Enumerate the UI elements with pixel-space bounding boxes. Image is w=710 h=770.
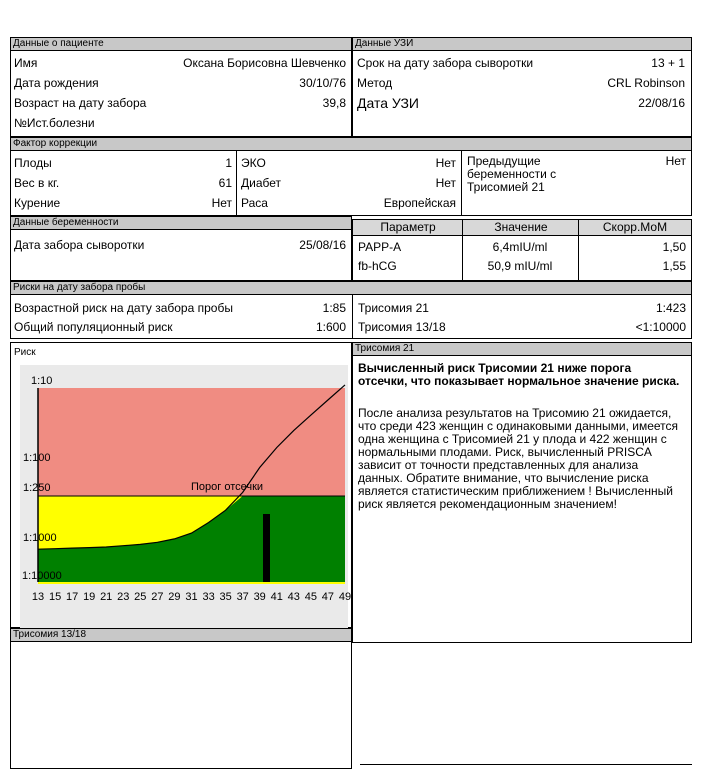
- t21-panel-header: Трисомия 21: [352, 342, 692, 356]
- smoking-row: [14, 194, 232, 212]
- col-mom: Скорр.МоМ: [602, 220, 668, 234]
- weight-label: Вес в кг.: [14, 176, 60, 190]
- signature-line: [360, 764, 692, 765]
- x-tick-label: 41: [270, 591, 283, 603]
- diabetes-value: Нет: [435, 176, 456, 190]
- age-risk-label: Возрастной риск на дату забора пробы: [14, 301, 233, 315]
- x-tick-label: 37: [236, 591, 249, 603]
- us-date-label: Дата УЗИ: [357, 95, 419, 111]
- x-tick-label: 43: [287, 591, 300, 603]
- y-tick-label: 1:10: [31, 375, 53, 387]
- prev-label: Предыдущие беременности с Трисомией 21: [467, 154, 557, 194]
- pop-risk-row: [14, 318, 346, 336]
- marker-mom: 1,50: [662, 240, 686, 254]
- ga-value: 13 + 1: [651, 56, 685, 70]
- x-tick-label: 27: [151, 591, 164, 603]
- t21-explanation: После анализа результатов на Трисомию 21 ожидается, что среди 423 женщин с одинаковыми данными, имеется одна женщина с Трисомией 21 у плода и 422 женщин с нормальными плодами. Риск, вычисленный PRISCA зависит от точности представленных для анализа данных. Обратите внимание, что вычисление риска является статистическим приближением ! Вычисленный риск является рекомендационным значением!: [358, 406, 678, 511]
- history-label: №Ист.болезни: [14, 116, 95, 130]
- t13-risk-row: [358, 318, 686, 336]
- pop-risk-label: Общий популяционный риск: [14, 320, 173, 334]
- risk-chart: [10, 342, 352, 628]
- ga-row: [357, 54, 685, 72]
- us-date-row: [357, 94, 685, 112]
- y-tick-label: 1:10000: [22, 570, 62, 582]
- x-tick-label: 35: [219, 591, 232, 603]
- us-date-value: 22/08/16: [638, 96, 685, 110]
- x-tick-label: 31: [185, 591, 198, 603]
- pregnancy-header: Данные беременности: [10, 216, 352, 230]
- method-label: Метод: [357, 76, 393, 90]
- sample-date-value: 25/08/16: [299, 238, 346, 252]
- marker-value: 6,4mIU/ml: [492, 240, 548, 254]
- cutoff-label: Порог отсечки: [191, 481, 264, 493]
- risks-header: Риски на дату забора пробы: [10, 281, 692, 295]
- age-risk-value: 1:85: [322, 301, 346, 315]
- name-label: Имя: [14, 56, 38, 70]
- x-tick-label: 39: [253, 591, 266, 603]
- ivf-label: ЭКО: [241, 156, 266, 170]
- weight-value: 61: [218, 176, 232, 190]
- high-risk-band: [38, 388, 345, 496]
- t21-conclusion: Вычисленный риск Трисомии 21 ниже порога отсечки, что показывает нормальное значение риска.: [358, 361, 680, 388]
- ivf-value: Нет: [435, 156, 456, 170]
- x-tick-label: 19: [83, 591, 96, 603]
- sample-date-row: [14, 236, 346, 254]
- x-tick-label: 49: [338, 591, 352, 603]
- fetuses-label: Плоды: [14, 156, 52, 170]
- patient-dob-row: [14, 74, 346, 92]
- age-risk-row: [14, 299, 346, 317]
- marker-row: [358, 257, 686, 275]
- race-value: Европейская: [383, 196, 456, 210]
- marker-mom: 1,55: [662, 259, 686, 273]
- weight-row: [14, 174, 232, 192]
- t21-risk-label: Трисомия 21: [358, 301, 429, 315]
- name-value: Оксана Борисовна Шевченко: [183, 56, 346, 70]
- race-label: Раса: [241, 196, 268, 210]
- marker-param: fb-hCG: [358, 259, 397, 273]
- fetuses-row: [14, 154, 232, 172]
- t13-risk-label: Трисомия 13/18: [358, 320, 446, 334]
- t21-risk-value: 1:423: [655, 301, 686, 315]
- chart-panel-title: Риск: [14, 347, 36, 358]
- markers-header-row: [353, 220, 691, 236]
- t13-panel: [10, 641, 352, 769]
- ivf-row: [241, 154, 456, 172]
- y-tick-label: 1:100: [23, 452, 51, 464]
- x-tick-label: 23: [117, 591, 130, 603]
- ga-label: Срок на дату забора сыворотки: [357, 56, 534, 70]
- ultrasound-header: Данные УЗИ: [352, 37, 692, 51]
- patient-risk-marker: [263, 514, 270, 582]
- marker-param: PAPP-A: [358, 240, 402, 254]
- age-value: 39,8: [322, 96, 346, 110]
- method-value: CRL Robinson: [607, 76, 685, 90]
- col-value: Значение: [494, 220, 548, 234]
- patient-history-row: [14, 114, 346, 132]
- x-tick-label: 45: [304, 591, 318, 603]
- x-tick-label: 25: [134, 591, 147, 603]
- smoking-value: Нет: [211, 196, 232, 210]
- fetuses-value: 1: [225, 156, 232, 170]
- dob-value: 30/10/76: [299, 76, 346, 90]
- marker-value: 50,9 mIU/ml: [487, 259, 553, 273]
- y-tick-label: 1:250: [23, 482, 51, 494]
- smoking-label: Курение: [14, 196, 61, 210]
- x-tick-label: 47: [321, 591, 335, 603]
- x-tick-label: 33: [202, 591, 215, 603]
- age-label: Возраст на дату забора: [14, 96, 147, 110]
- marker-row: [358, 238, 686, 256]
- x-tick-label: 21: [100, 591, 113, 603]
- col-param: Параметр: [380, 220, 436, 234]
- race-row: [241, 194, 456, 212]
- t21-risk-row: [358, 299, 686, 317]
- x-tick-label: 29: [168, 591, 181, 603]
- patient-name-row: [14, 54, 346, 72]
- patient-header: Данные о пациенте: [10, 37, 352, 51]
- correction-header: Фактор коррекции: [10, 137, 692, 151]
- sample-date-label: Дата забора сыворотки: [14, 238, 145, 252]
- y-tick-label: 1:1000: [23, 532, 57, 544]
- pop-risk-value: 1:600: [315, 320, 346, 334]
- t13-risk-value: <1:10000: [635, 320, 686, 334]
- t13-panel-header: Трисомия 13/18: [10, 628, 352, 642]
- x-tick-label: 13: [31, 591, 45, 603]
- diabetes-row: [241, 174, 456, 192]
- dob-label: Дата рождения: [14, 76, 99, 90]
- x-tick-label: 15: [48, 591, 62, 603]
- patient-age-row: [14, 94, 346, 112]
- x-tick-label: 17: [65, 591, 79, 603]
- diabetes-label: Диабет: [241, 176, 282, 190]
- prev-value: Нет: [665, 154, 686, 168]
- method-row: [357, 74, 685, 92]
